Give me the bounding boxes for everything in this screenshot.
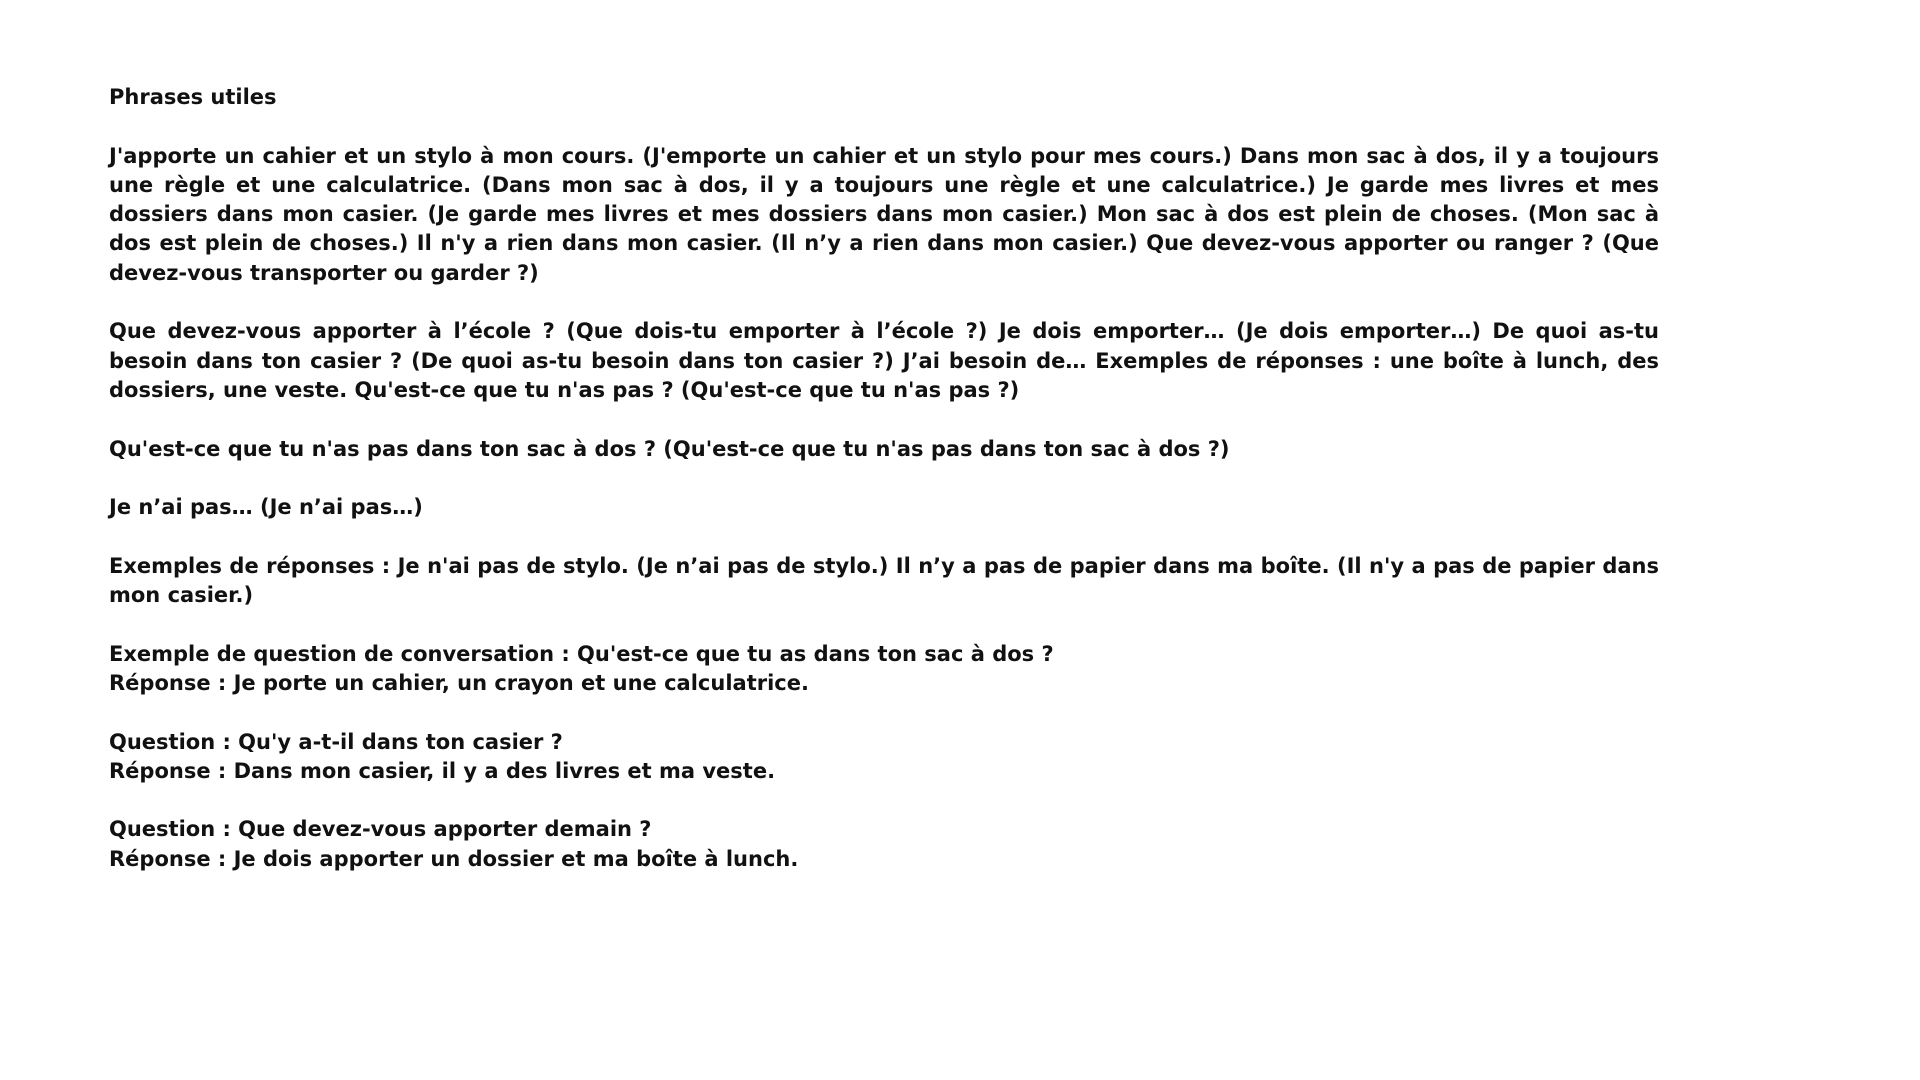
qa-block-2: [109, 728, 1659, 787]
qa-block-1: [109, 640, 1659, 699]
qa-question-2: Question : Qu'y a-t-il dans ton casier ?: [109, 729, 563, 754]
page-title: Phrases utiles: [109, 85, 277, 109]
qa-answer-2: Réponse : Dans mon casier, il y a des livres et ma veste.: [109, 758, 776, 783]
qa-question-1: Exemple de question de conversation : Qu'est-ce que tu as dans ton sac à dos ?: [109, 641, 1054, 666]
paragraph-3: Qu'est-ce que tu n'as pas dans ton sac à dos ? (Qu'est-ce que tu n'as pas dans ton sac à dos ?): [109, 436, 1230, 461]
qa-answer-1: Réponse : Je porte un cahier, un crayon et une calculatrice.: [109, 670, 809, 695]
paragraph-5: Exemples de réponses : Je n'ai pas de stylo. (Je n’ai pas de stylo.) Il n’y a pas de papier dans ma boîte. (Il n'y a pas de papier dans mon casier.): [109, 553, 1659, 608]
qa-answer-3: Réponse : Je dois apporter un dossier et ma boîte à lunch.: [109, 846, 799, 871]
paragraph-1: J'apporte un cahier et un stylo à mon cours. (J'emporte un cahier et un stylo pour mes cours.) Dans mon sac à dos, il y a toujours une règle et une calculatrice. (Dans mon sac à dos, il y a toujours une règle et une calculatrice.) Je garde mes livres et mes dossiers dans mon casier. (Je garde mes livres et mes dossiers dans mon casier.) Mon sac à dos est plein de choses. (Mon sac à dos est plein de choses.) Il n'y a rien dans mon casier. (Il n’y a rien dans mon casier.) Que devez-vous apporter ou ranger ? (Que devez-vous transporter ou garder ?): [109, 143, 1659, 285]
paragraph-2: Que devez-vous apporter à l’école ? (Que dois-tu emporter à l’école ?) Je dois emporter… (Je dois emporter…) De quoi as-tu besoin dans ton casier ? (De quoi as-tu besoin dans ton casier ?) J’ai besoin de… Exemples de réponses : une boîte à lunch, des dossiers, une veste. Qu'est-ce que tu n'as pas ? (Qu'est-ce que tu n'as pas ?): [109, 319, 1659, 402]
paragraph-4: Je n’ai pas… (Je n’ai pas…): [109, 495, 423, 520]
qa-block-3: [109, 815, 1659, 874]
qa-question-3: Question : Que devez-vous apporter demain ?: [109, 817, 652, 842]
